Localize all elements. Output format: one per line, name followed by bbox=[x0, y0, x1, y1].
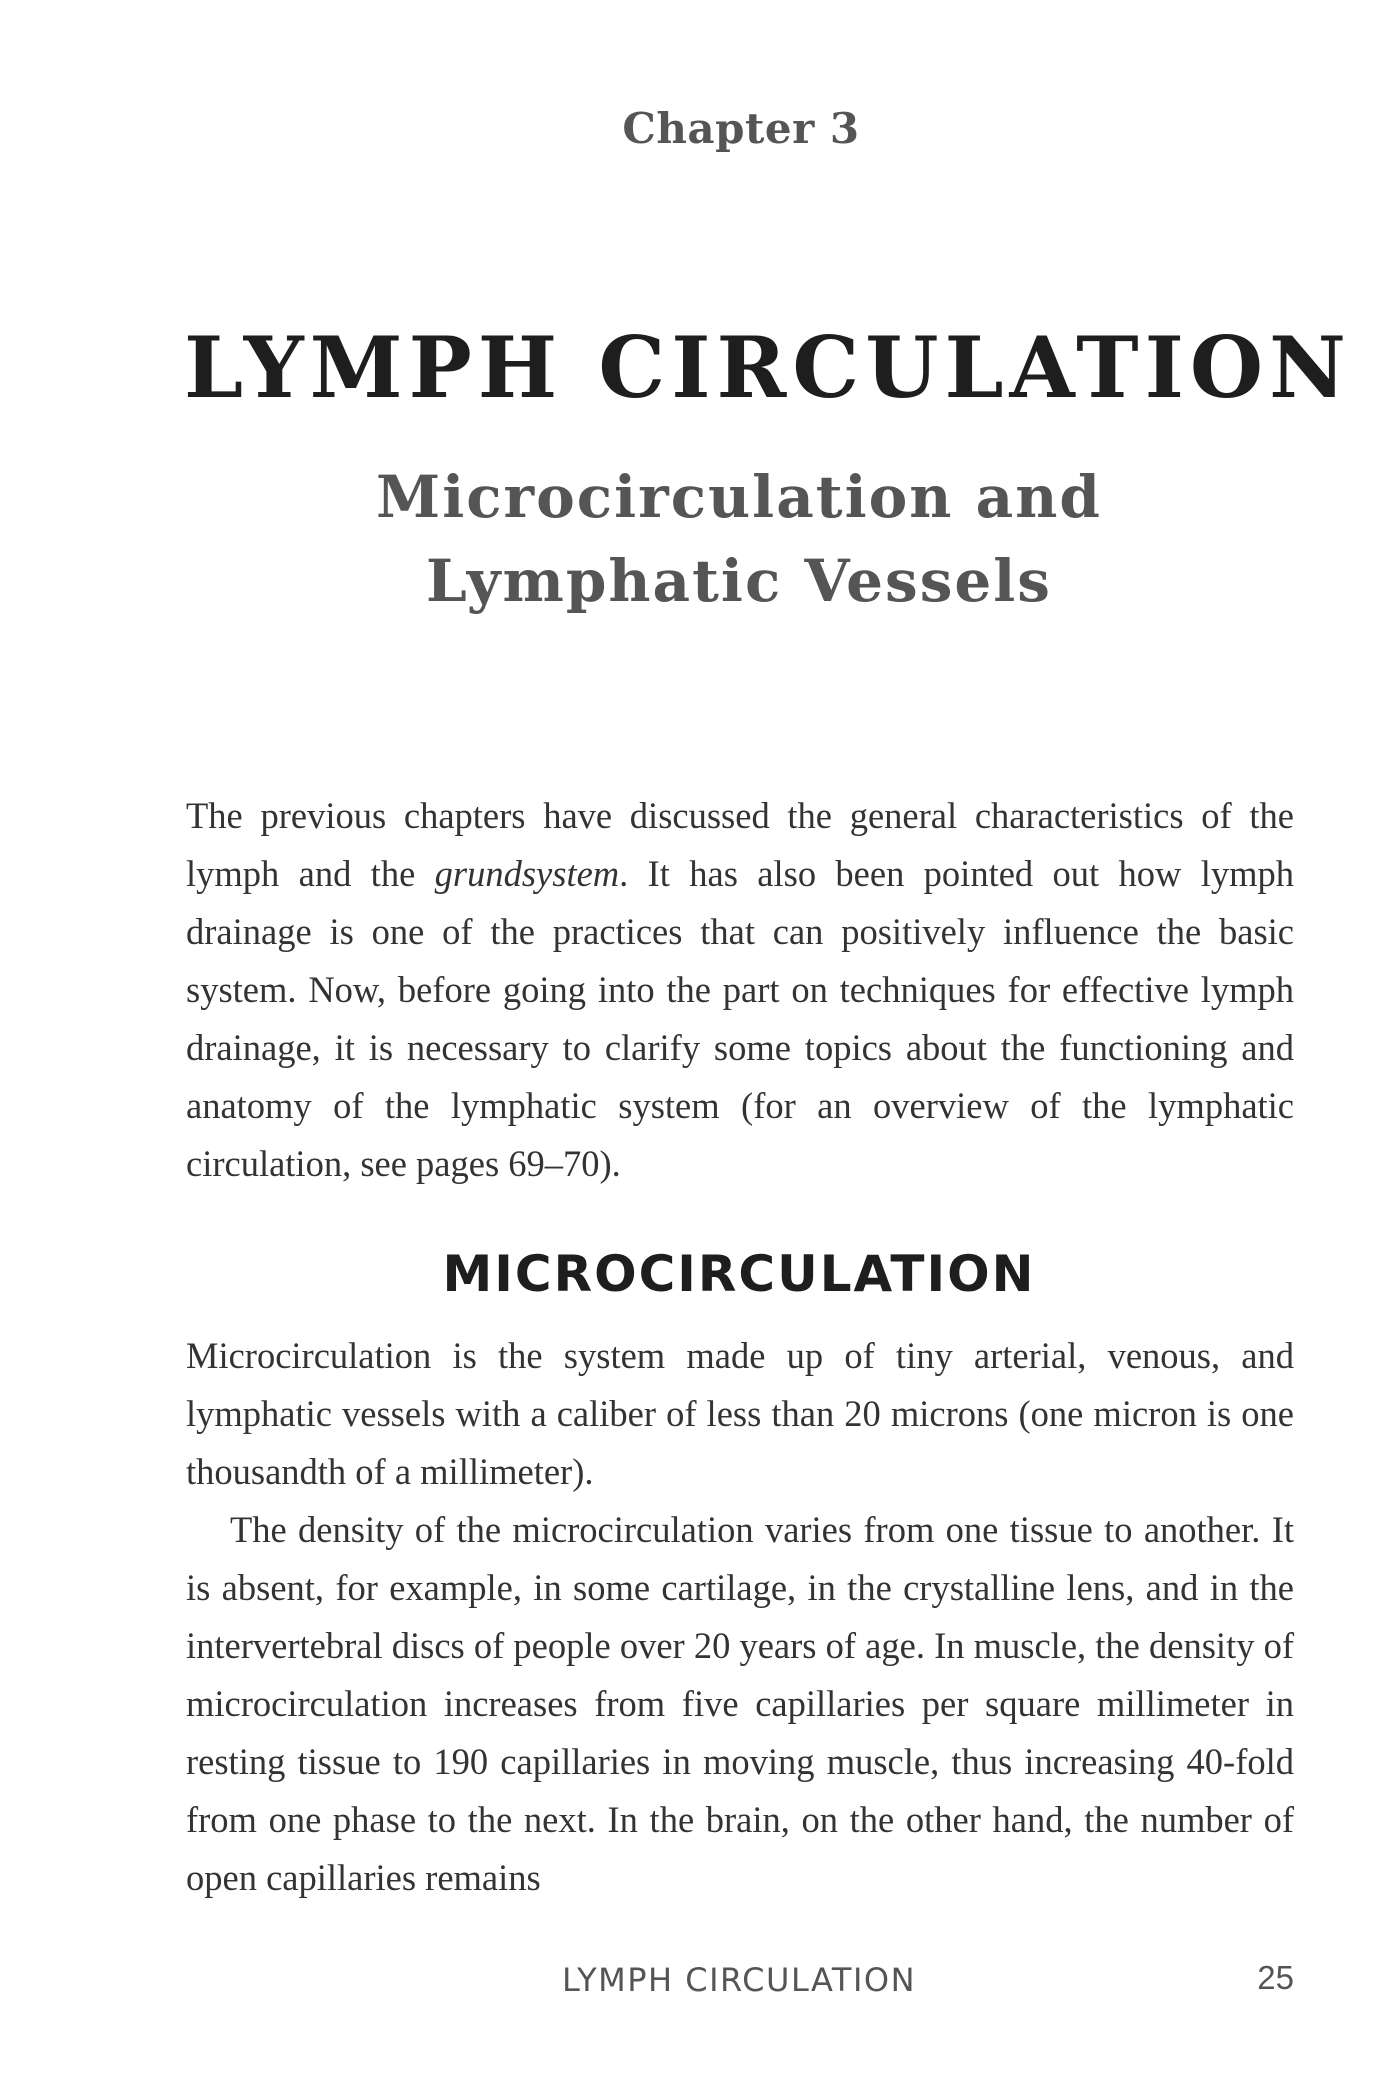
running-head: LYMPH CIRCULATION bbox=[561, 1961, 917, 1999]
chapter-subtitle bbox=[184, 455, 1294, 623]
subtitle-line-2: Lymphatic Vessels bbox=[426, 547, 1052, 615]
section-paragraph-1: Microcirculation is the system made up of tiny arterial, venous, and lymphatic vessels with a caliber of less than 20 microns (one micron is one thousandth of a millimeter). bbox=[186, 1335, 1294, 1492]
page-number: 25 bbox=[1257, 1959, 1294, 1996]
intro-emphasis: grundsystem bbox=[434, 853, 620, 894]
chapter-label: Chapter 3 bbox=[622, 104, 860, 153]
chapter-title: LYMPH CIRCULATION bbox=[184, 318, 1352, 417]
intro-text-part1: The previous chapters have discussed the general characteristics of the lymph and the bbox=[186, 795, 1294, 894]
intro-text-part2: . It has also been pointed out how lymph drainage is one of the practices that can positively influence the basic system. Now, before going into the part on techniques for effective lymph drainage, it is necessary to clarify some topics about the functioning and anatomy of the lymphatic system (for an overview of the lymphatic circulation, see pages 69–70). bbox=[186, 853, 1294, 1184]
section-body bbox=[186, 1327, 1294, 1907]
intro-section bbox=[186, 787, 1294, 1193]
subtitle-line-1: Microcirculation and bbox=[376, 463, 1102, 531]
section-heading: MICROCIRCULATION bbox=[442, 1245, 1036, 1303]
section-paragraph-2: The density of the microcirculation varies from one tissue to another. It is absent, for example, in some cartilage, in the crystalline lens, and in the intervertebral discs of people over 20 years of age. In muscle, the density of microcirculation increases from five capillaries per square millimeter in resting tissue to 190 capillaries in moving muscle, thus increasing 40-fold from one phase to the next. In the brain, on the other hand, the number of open capillaries remains bbox=[186, 1509, 1294, 1898]
intro-paragraph bbox=[186, 787, 1294, 1193]
